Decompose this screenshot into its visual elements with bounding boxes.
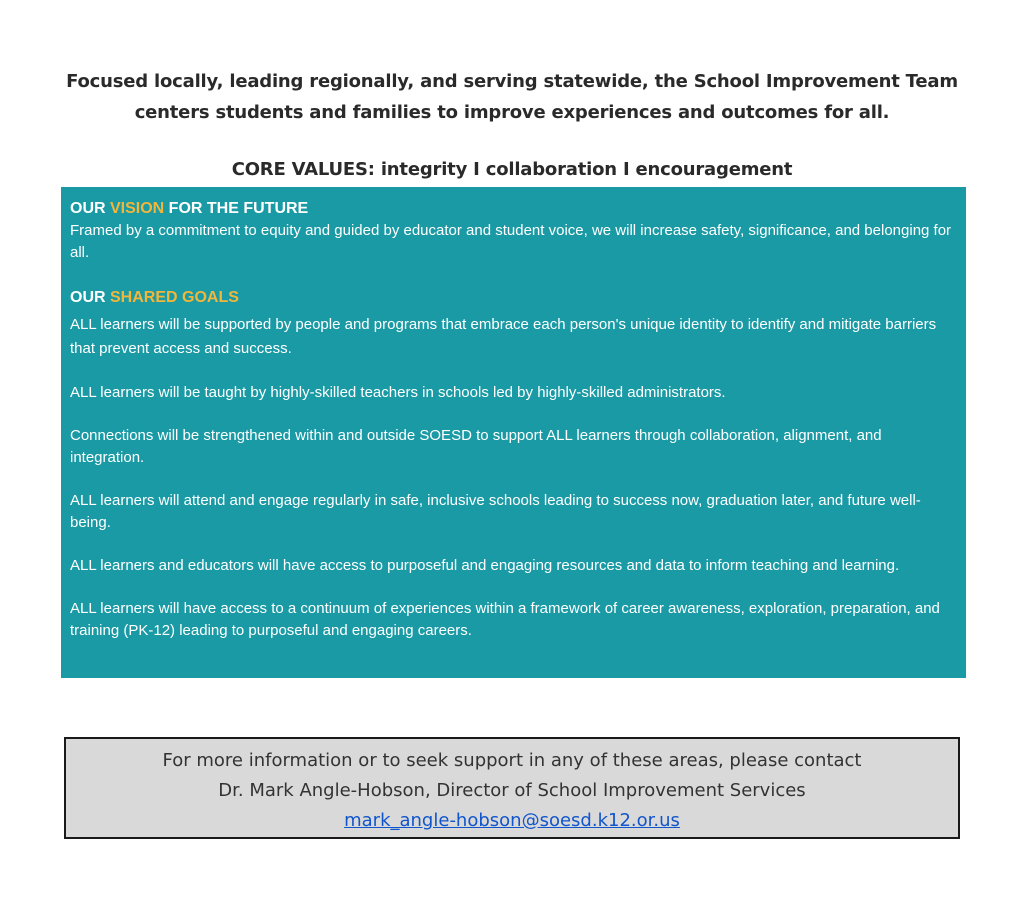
goals-heading [70, 287, 956, 309]
goals-heading-pre: OUR [70, 289, 110, 306]
goal-item: ALL learners will have access to a continuum of experiences within a framework of career awareness, exploration, preparation, and training (PK-12) leading to purposeful and engaging careers. [70, 600, 940, 639]
vision-heading-post: FOR THE FUTURE [164, 200, 309, 217]
mission-statement [60, 66, 964, 128]
goal-item: ALL learners will be taught by highly-skilled teachers in schools led by highly-skilled administrators. [70, 384, 726, 401]
vision-heading-accent: VISION [110, 200, 165, 217]
vision-goals-panel [61, 187, 966, 678]
goal-item: ALL learners will be supported by people and programs that embrace each person's unique identity to identify and mitigate barriers that prevent access and success. [70, 316, 937, 357]
mission-line-2: centers students and families to improve experiences and outcomes for all. [134, 102, 890, 123]
vision-heading [70, 198, 956, 220]
goal-item: ALL learners will attend and engage regularly in safe, inclusive schools leading to success now, graduation later, and future well-being. [70, 492, 921, 531]
goal-item: Connections will be strengthened within and outside SOESD to support ALL learners through collaboration, alignment, and integration. [70, 427, 882, 466]
contact-email-link[interactable]: mark_angle-hobson@soesd.k12.or.us [344, 810, 680, 831]
vision-heading-pre: OUR [70, 200, 110, 217]
mission-line-1: Focused locally, leading regionally, and serving statewide, the School Improvement Team [66, 71, 958, 92]
contact-line-1: For more information or to seek support in any of these areas, please contact [162, 750, 862, 771]
contact-box [64, 737, 960, 839]
vision-text: Framed by a commitment to equity and guided by educator and student voice, we will increase safety, significance, and belonging for all. [70, 222, 952, 261]
goals-heading-accent: SHARED GOALS [110, 289, 239, 306]
goal-item: ALL learners and educators will have access to purposeful and engaging resources and data to inform teaching and learning. [70, 557, 900, 574]
core-values: CORE VALUES: integrity I collaboration I encouragement [231, 159, 793, 180]
goals-list [70, 313, 956, 642]
contact-line-2: Dr. Mark Angle-Hobson, Director of School Improvement Services [218, 780, 806, 801]
